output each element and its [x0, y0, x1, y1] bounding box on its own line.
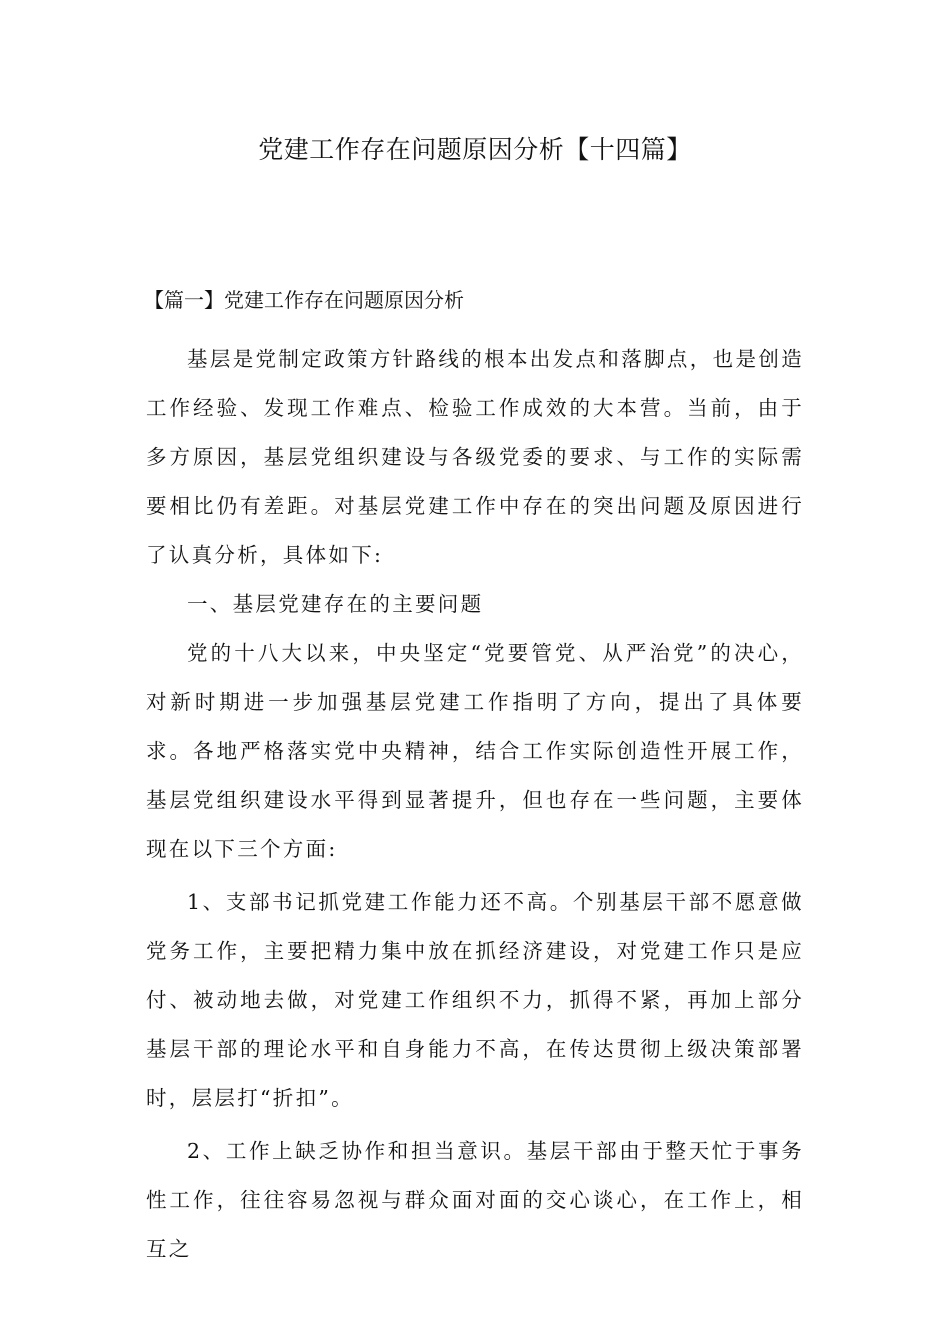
section-heading: 【篇一】党建工作存在问题原因分析: [144, 288, 464, 312]
paragraph-intro: 基层是党制定政策方针路线的根本出发点和落脚点，也是创造工作经验、发现工作难点、检验工作成效的大本营。当前，由于多方原因，基层党组织建设与各级党委的要求、与工作的实际需要相比仍有差距。对基层党建工作中存在的突出问题及原因进行了认真分析，具体如下:: [146, 347, 804, 567]
document-title: 党建工作存在问题原因分析【十四篇】: [258, 135, 692, 164]
paragraph-point-1: 1、支部书记抓党建工作能力还不高。个别基层干部不愿意做党务工作，主要把精力集中放在抓经济建设，对党建工作只是应付、被动地去做，对党建工作组织不力，抓得不紧，再加上部分基层干部的理论水平和自身能力不高，在传达贯彻上级决策部署时，层层打“折扣”。: [146, 890, 804, 1110]
document-body: [146, 335, 804, 1274]
subheading-main-problems: 一、基层党建存在的主要问题: [187, 592, 484, 616]
paragraph-point-2: 2、工作上缺乏协作和担当意识。基层干部由于整天忙于事务性工作，往往容易忽视与群众面对面的交心谈心，在工作上，相互之: [146, 1139, 804, 1261]
paragraph-overview: 党的十八大以来，中央坚定“党要管党、从严治党”的决心，对新时期进一步加强基层党建工作指明了方向，提出了具体要求。各地严格落实党中央精神，结合工作实际创造性开展工作，基层党组织建设水平得到显著提升，但也存在一些问题，主要体现在以下三个方面:: [146, 641, 804, 861]
